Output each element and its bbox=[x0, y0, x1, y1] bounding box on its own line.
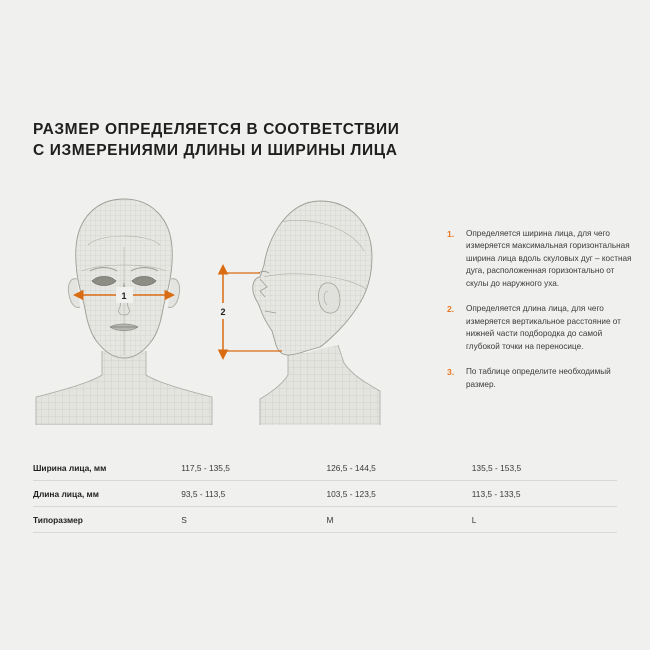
instruction-number-3: 3. bbox=[447, 367, 455, 378]
head-measurement-illustration bbox=[20, 185, 420, 425]
table-row bbox=[33, 507, 617, 533]
cell-face-width-l: 135,5 - 153,5 bbox=[471, 462, 522, 473]
cell-face-length-m: 103,5 - 123,5 bbox=[326, 488, 376, 499]
front-head-figure bbox=[20, 185, 240, 425]
page-title-line1: РАЗМЕР ОПРЕДЕЛЯЕТСЯ В СООТВЕТСТВИИ bbox=[33, 121, 400, 138]
instruction-text-1: Определяется ширина лица, для чего измеряется максимальная горизонтальная ширина лица вдоль скуловых дуг – костная дуга, расположенная горизонтально от скулы до наружного уха. bbox=[466, 229, 632, 288]
instruction-number-1: 1. bbox=[447, 229, 455, 239]
cell-face-length-s: 93,5 - 113,5 bbox=[181, 488, 226, 499]
front-measure-label: 1 bbox=[121, 291, 127, 301]
row-label-face-width: Ширина лица, мм bbox=[33, 462, 107, 473]
page-title bbox=[33, 120, 453, 161]
instruction-text-2: Определяется длина лица, для чего измеряется вертикальное расстояние от нижней части подбородка до самой глубокой точки на переносице. bbox=[466, 304, 621, 351]
row-label-face-length: Длина лица, мм bbox=[33, 488, 99, 499]
cell-face-width-s: 117,5 - 135,5 bbox=[181, 462, 230, 473]
cell-face-width-m: 126,5 - 144,5 bbox=[326, 462, 376, 473]
side-measure-label: 2 bbox=[220, 307, 226, 317]
cell-size-s: S bbox=[181, 514, 187, 525]
page-title-line2: С ИЗМЕРЕНИЯМИ ДЛИНЫ И ШИРИНЫ ЛИЦА bbox=[33, 141, 398, 159]
cell-face-length-l: 113,5 - 133,5 bbox=[471, 488, 521, 499]
table-row bbox=[33, 481, 617, 507]
side-head-figure bbox=[215, 185, 410, 425]
cell-size-l: L bbox=[471, 514, 477, 525]
instruction-item-2 bbox=[447, 303, 637, 353]
instruction-item-1 bbox=[447, 228, 637, 290]
instruction-text-3: По таблице определите необходимый размер. bbox=[466, 367, 611, 389]
instruction-item-3 bbox=[447, 366, 637, 391]
instruction-number-2: 2. bbox=[447, 304, 455, 315]
instructions-list bbox=[447, 228, 637, 404]
table-row bbox=[33, 455, 617, 481]
size-table bbox=[33, 455, 617, 533]
cell-size-m: M bbox=[326, 514, 334, 525]
row-label-size: Типоразмер bbox=[33, 514, 83, 525]
